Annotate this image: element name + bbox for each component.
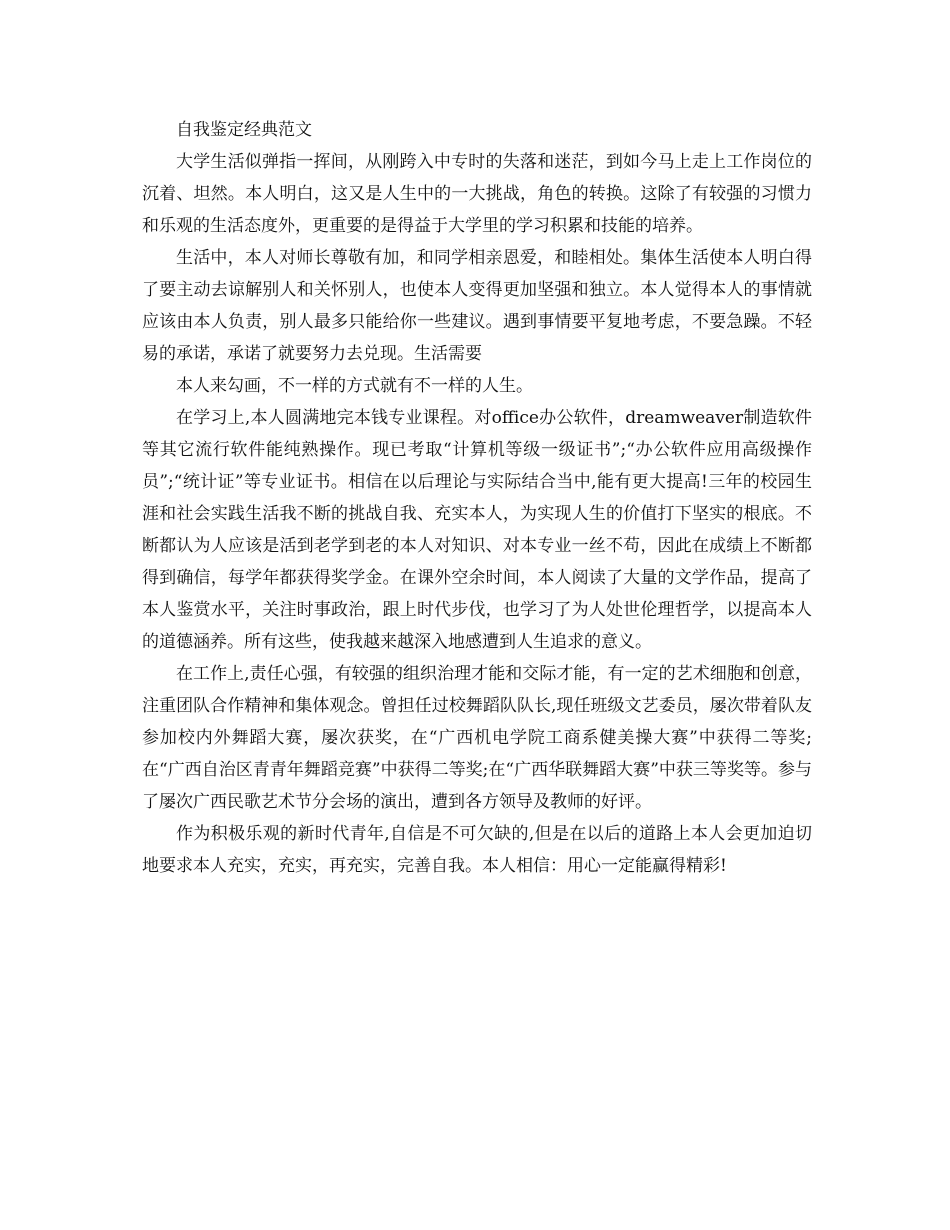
paragraph-life-continuation: 本人来勾画，不一样的方式就有不一样的人生。 xyxy=(176,376,533,396)
document-title: 自我鉴定经典范文 xyxy=(176,120,312,140)
document-page xyxy=(142,114,812,882)
paragraph-daily-life: 生活中，本人对师长尊敬有加，和同学相亲恩爱，和睦相处。集体生活使本人明白得了要主动去谅解别人和关怀别人，也使本人变得更加坚强和独立。本人觉得本人的事情就应该由本人负责，别人最多只能给你一些建议。遇到事情要平复地考虑，不要急躁。不轻易的承诺，承诺了就要努力去兑现。生活需要 xyxy=(142,248,812,364)
paragraph-work: 在工作上,责任心强，有较强的组织治理才能和交际才能，有一定的艺术细胞和创意，注重团队合作精神和集体观念。曾担任过校舞蹈队队长,现任班级文艺委员，屡次带着队友参加校内外舞蹈大赛，屡次获奖，在“广西机电学院工商系健美操大赛”中获得二等奖;在“广西自治区青青年舞蹈竞赛”中获得二等奖;在“广西华联舞蹈大赛”中获三等奖等。参与了屡次广西民歌艺术节分会场的演出，遭到各方领导及教师的好评。 xyxy=(142,664,812,812)
paragraph-conclusion: 作为积极乐观的新时代青年,自信是不可欠缺的,但是在以后的道路上本人会更加迫切地要求本人充实，充实，再充实，完善自我。本人相信：用心一定能赢得精彩! xyxy=(142,824,812,876)
paragraph-study: 在学习上,本人圆满地完本钱专业课程。对office办公软件，dreamweaver制造软件等其它流行软件能纯熟操作。现已考取“计算机等级一级证书”;“办公软件应用高级操作员”;“统计证”等专业证书。相信在以后理论与实际结合当中,能有更大提高!三年的校园生涯和社会实践生活我不断的挑战自我、充实本人，为实现人生的价值打下坚实的根底。不断都认为人应该是活到老学到老的本人对知识、对本专业一丝不苟，因此在成绩上不断都得到确信，每学年都获得奖学金。在课外空余时间，本人阅读了大量的文学作品，提高了本人鉴赏水平，关注时事政治，跟上时代步伐，也学习了为人处世伦理哲学，以提高本人的道德涵养。所有这些，使我越来越深入地感遭到人生追求的意义。 xyxy=(142,408,812,652)
paragraph-college-life: 大学生活似弹指一挥间，从刚跨入中专时的失落和迷茫，到如今马上走上工作岗位的沉着、坦然。本人明白，这又是人生中的一大挑战，角色的转换。这除了有较强的习惯力和乐观的生活态度外，更重要的是得益于大学里的学习积累和技能的培养。 xyxy=(142,152,812,236)
